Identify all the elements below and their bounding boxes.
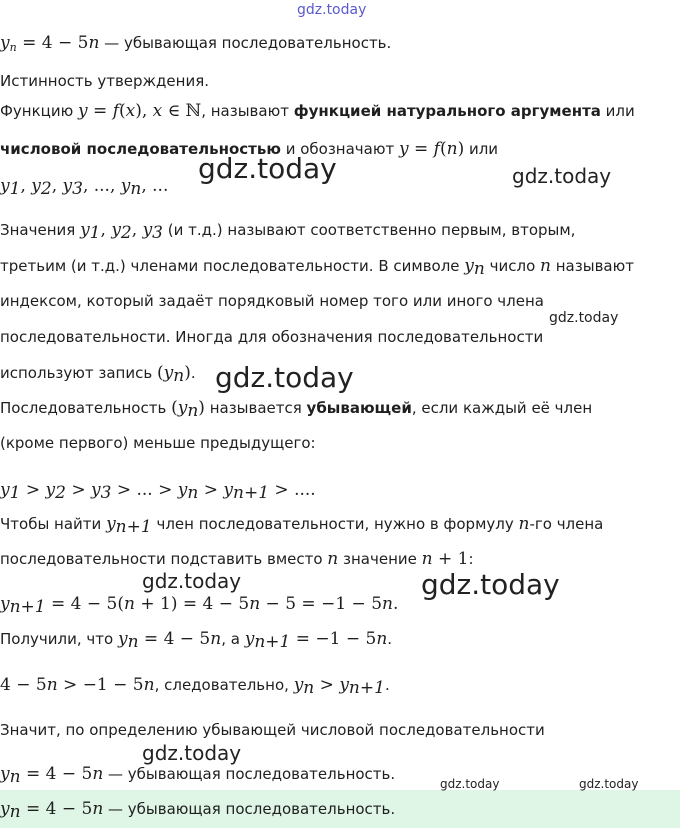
text: Получили, что <box>0 630 118 648</box>
text: , если каждый её член <box>411 399 593 417</box>
paragraph-line: используют запись $(y_n)$. <box>0 363 196 386</box>
paragraph-line: числовой последовательностью и обозначают y = f(n) или <box>0 139 499 159</box>
text: или <box>464 140 499 158</box>
answer-line: $y_n = 4 - 5n$ — убывающая последовательность. <box>0 799 396 822</box>
section-heading: Истинность утверждения. <box>0 72 210 90</box>
text: Значения <box>0 221 81 239</box>
watermark: gdz.today <box>198 152 337 185</box>
text: . <box>387 630 393 648</box>
statement-line: $y_n = 4 - 5n$ — убывающая последовательность. <box>0 764 396 787</box>
text: третьим (и т.д.) членами последовательности. В символе <box>0 257 465 275</box>
bold-term: убывающей <box>306 399 412 417</box>
formula: y <box>399 139 409 159</box>
bold-term: числовой последовательностью <box>0 140 281 158</box>
statement-line: $y_n = 4 - 5n$ — убывающая последовательность. <box>0 33 392 54</box>
text: , следовательно, <box>154 676 294 694</box>
formula-line: $y_1$, $y_2$, $y_3$, ..., $y_n$, ... <box>0 176 169 199</box>
watermark: gdz.today <box>142 569 242 593</box>
text: . <box>190 364 196 382</box>
text: Функцию <box>0 102 79 120</box>
formula: $y_n$ <box>0 33 17 54</box>
paragraph-line: последовательности подставить вместо n значение n + 1: <box>0 549 474 569</box>
text: и обозначают <box>280 140 399 158</box>
paragraph-line: (кроме первого) меньше предыдущего: <box>0 434 316 452</box>
bold-term: функцией натурального аргумента <box>293 102 601 120</box>
text: — убывающая последовательность. <box>103 765 396 783</box>
text: член последовательности, нужно в формулу <box>151 515 519 533</box>
text: Последовательность <box>0 399 172 417</box>
statement-text: — убывающая последовательность. <box>99 34 392 52</box>
paragraph-line: Получили, что $y_n = 4 - 5n$, а $y_{n+1} = -1 - 5n$. <box>0 629 393 652</box>
text: Чтобы найти <box>0 515 107 533</box>
watermark: gdz.today <box>421 568 560 601</box>
text: -го члена <box>529 515 604 533</box>
text: : <box>468 550 474 568</box>
paragraph-line: последовательности. Иногда для обозначения последовательности <box>0 328 544 346</box>
watermark: gdz.today <box>512 164 612 188</box>
paragraph-line: Функцию y = f(x), x ∈ ℕ, называют функцией натурального аргумента или <box>0 101 635 121</box>
text: используют запись <box>0 364 157 382</box>
formula-line: 4 − 5n > −1 − 5n, следовательно, $y_n > y_{n+1}$. <box>0 675 390 698</box>
answer-text: — убывающая последовательность. <box>103 800 396 818</box>
text: , называют <box>201 102 294 120</box>
watermark: gdz.today <box>142 741 242 765</box>
text: называют <box>550 257 634 275</box>
text: или <box>600 102 635 120</box>
formula-line: $y_1 > y_2 > y_3$ > ... > $y_n > y_{n+1}$ > .... <box>0 480 316 503</box>
text: последовательности подставить вместо <box>0 550 328 568</box>
text: . <box>384 676 390 694</box>
formula-line: $y_{n+1} = 4 - 5(n + 1) = 4 - 5n - 5 = -1 - 5n$. <box>0 594 399 617</box>
paragraph-line: Значения $y_1$, $y_2$, $y_3$ (и т.д.) называют соответственно первым, вторым, <box>0 220 576 243</box>
paragraph-line: Последовательность $(y_n)$ называется убывающей, если каждый её член <box>0 398 593 421</box>
watermark: gdz.today <box>440 777 500 791</box>
watermark: gdz.today <box>579 777 639 791</box>
text: (и т.д.) называют соответственно первым, вторым, <box>163 221 576 239</box>
paragraph-line: Чтобы найти $y_{n+1}$ член последовательности, нужно в формулу n-го члена <box>0 514 604 537</box>
paragraph-line: третьим (и т.д.) членами последовательности. В символе $y_n$ число n называют <box>0 256 634 279</box>
text: называется <box>204 399 307 417</box>
watermark: gdz.today <box>215 361 354 394</box>
text: число <box>484 257 541 275</box>
text: , а <box>221 630 245 648</box>
paragraph-line: Значит, по определению убывающей числовой последовательности <box>0 721 545 739</box>
formula: y <box>78 101 88 121</box>
text: значение <box>338 550 422 568</box>
paragraph-line: индексом, который задаёт порядковый номер того или иного члена <box>0 292 544 310</box>
watermark: gdz.today <box>549 310 619 326</box>
watermark: gdz.today <box>297 2 367 18</box>
